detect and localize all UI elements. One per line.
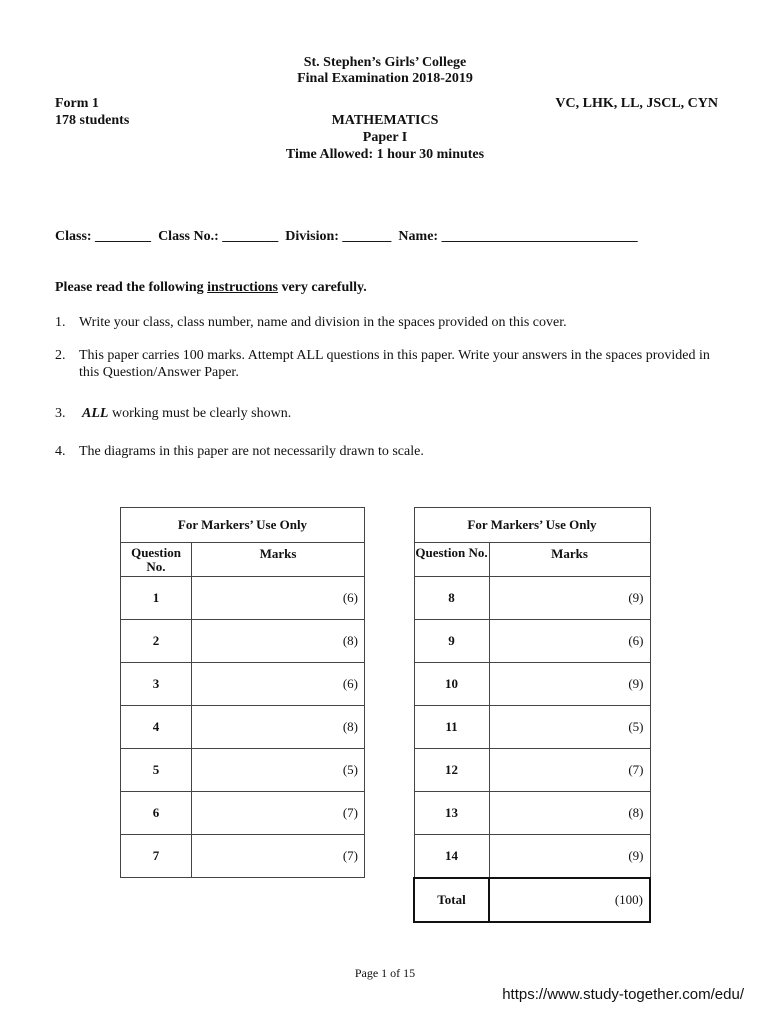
instruction-number: 3. [55,406,66,421]
question-number: 11 [414,706,489,749]
instruction-text: This paper carries 100 marks. Attempt ALL questions in this paper. Write your answers in the spaces provided in this Question/Answer Paper. [79,348,710,380]
paper-number: Paper I [362,130,408,145]
marks-cell: (7) [192,792,365,835]
table-row [414,749,650,792]
marks-cell: (7) [192,835,365,878]
marks-header: Marks [489,543,650,577]
question-number: 12 [414,749,489,792]
table-row [121,792,365,835]
student-count: 178 students [55,113,130,128]
question-number: 3 [121,663,192,706]
markers-table-title: For Markers’ Use Only [414,508,650,543]
intro-pre: Please read the following [55,280,208,295]
total-marks: (100) [489,878,650,922]
instruction-item [55,443,725,460]
question-no-header: Question No. [121,543,192,577]
question-number: 6 [121,792,192,835]
question-number: 8 [414,577,489,620]
intro-underlined: instructions [207,280,278,295]
marks-cell: (8) [192,620,365,663]
class-no-field[interactable]: Class No.: ________ [158,229,279,244]
table-row [121,749,365,792]
marks-cell: (5) [192,749,365,792]
class-field[interactable]: Class: ________ [55,229,152,244]
table-row [414,663,650,706]
table-row [121,577,365,620]
instruction-emphasis: ALL [82,406,109,421]
instruction-item [55,405,725,422]
marks-cell: (9) [489,835,650,879]
question-number: 2 [121,620,192,663]
question-number: 14 [414,835,489,879]
marks-cell: (9) [489,577,650,620]
instruction-number: 2. [55,348,66,363]
marks-cell: (8) [489,792,650,835]
question-number: 5 [121,749,192,792]
marks-cell: (6) [192,577,365,620]
school-name: St. Stephen’s Girls’ College [303,55,467,70]
question-number: 10 [414,663,489,706]
instruction-number: 1. [55,315,66,330]
subject-title: MATHEMATICS [331,113,439,128]
question-number: 1 [121,577,192,620]
teacher-initials: VC, LHK, LL, JSCL, CYN [555,96,718,111]
table-row [121,620,365,663]
markers-table-title: For Markers’ Use Only [121,508,365,543]
table-row [121,835,365,878]
table-row [414,620,650,663]
instruction-text: Write your class, class number, name and division in the spaces provided on this cover. [79,315,567,330]
total-label: Total [414,878,489,922]
table-row [414,706,650,749]
markers-table-right [413,507,651,923]
table-row [414,577,650,620]
instruction-item [55,314,725,331]
table-row [121,663,365,706]
instruction-text [82,405,725,422]
instruction-text-rest: working must be clearly shown. [108,406,292,421]
student-info-fields [55,229,638,245]
instruction-item [55,347,725,381]
marks-cell: (6) [489,620,650,663]
question-no-header: Question No. [414,543,489,577]
table-row [414,835,650,879]
marks-cell: (9) [489,663,650,706]
form-label: Form 1 [55,96,99,111]
marks-cell: (6) [192,663,365,706]
time-allowed: Time Allowed: 1 hour 30 minutes [285,147,485,162]
marks-cell: (5) [489,706,650,749]
markers-table-left [120,507,365,878]
marks-cell: (8) [192,706,365,749]
division-field[interactable]: Division: _______ [285,229,392,244]
question-number: 4 [121,706,192,749]
exam-title: Final Examination 2018-2019 [297,71,473,86]
intro-post: very carefully. [277,280,367,295]
instruction-text: The diagrams in this paper are not necessarily drawn to scale. [79,444,424,459]
marks-cell: (7) [489,749,650,792]
table-row [121,706,365,749]
page-number: Page 1 of 15 [354,966,416,980]
source-url: https://www.study-together.com/edu/ [502,986,744,1003]
marks-header: Marks [192,543,365,577]
total-row [414,878,650,922]
question-number: 9 [414,620,489,663]
instruction-number: 4. [55,444,66,459]
table-row [414,792,650,835]
question-number: 7 [121,835,192,878]
instructions-heading [55,280,367,296]
name-field[interactable]: Name: ____________________________ [398,229,638,244]
question-number: 13 [414,792,489,835]
